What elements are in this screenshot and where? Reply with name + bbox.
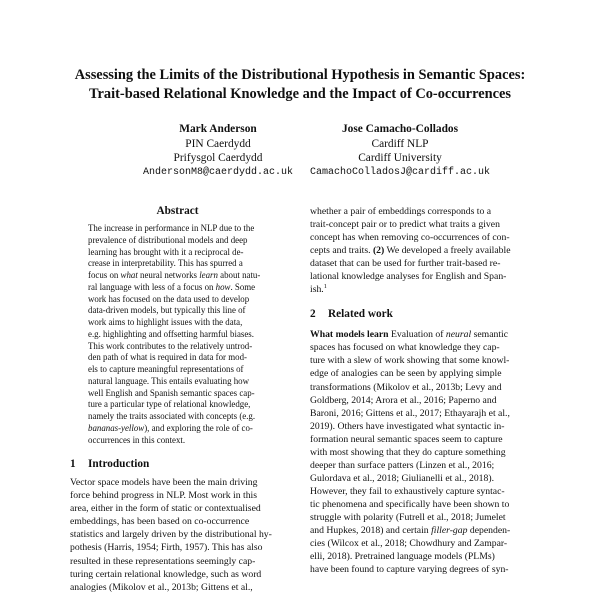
text-line: ish.$^1$ — [310, 283, 327, 296]
section-heading-related-work — [310, 308, 535, 320]
emphasis: bananas-yellow — [88, 422, 145, 433]
author-affiliation: PIN Caerdydd — [185, 137, 251, 150]
text-line: The increase in performance in NLP due to the — [88, 223, 255, 233]
author-email: AndersonM8@caerdydd.ac.uk — [142, 166, 294, 178]
text-line: cepts and traits. (2) We developed a freely available — [310, 245, 511, 257]
text-line: formation neural semantic spaces seem to capture — [310, 433, 503, 445]
text-line: embeddings, has been based on co-occurrence — [70, 516, 250, 528]
author-email: CamachoColladosJ@cardiff.ac.uk — [309, 166, 491, 178]
text-line: Baroni, 2016; Gittens et al., 2017; Ethayarajh et al., — [310, 407, 510, 419]
text-line: analogies (Mikolov et al., 2013b; Gittens et al., — [70, 581, 253, 593]
text-line: edge of analogies can be seen by applying simple — [310, 368, 502, 380]
text-line: elli, 2018). Pretrained language models (PLMs) — [310, 551, 495, 563]
text-line: e.g. highlighting and offsetting harmful biases. — [88, 328, 254, 339]
bold-text: (2) — [372, 245, 385, 257]
text-line: cies (Wilcox et al., 2018; Chowdhury and Zampar- — [310, 538, 508, 550]
text-line: occurrences in this context. — [88, 434, 186, 445]
abstract-heading: Abstract — [156, 205, 199, 217]
text-line: 2019). Others have investigated what syntactic in- — [310, 420, 505, 432]
text-line: ture a particular type of relational knowledge, — [88, 399, 251, 410]
author-block-camacho-collados — [280, 122, 520, 180]
text-line: els to capture meaningful representations of — [88, 364, 244, 374]
section-number: 2 — [310, 308, 316, 321]
section-number: 1 — [70, 458, 76, 471]
text-line: focus on what neural networks learn about natu- — [88, 270, 261, 280]
text-line: namely the traits associated with concepts (e.g. — [88, 411, 256, 421]
emphasis: learn — [199, 270, 218, 280]
text-line: force behind progress in NLP. Most work in this — [70, 490, 258, 502]
text-line: resulted in these representations seemingly cap- — [70, 555, 256, 567]
text-line: prevalence of distributional models and deep — [88, 234, 248, 245]
title-line-2: Trait-based Relational Knowledge and the Impact of Co-occurrences — [89, 86, 511, 102]
intro-continuation — [310, 205, 535, 296]
emphasis: filler-gap — [431, 525, 468, 537]
text-line: deeper than surface patters (Linzen et al., 2016; — [310, 459, 495, 471]
text-line: den path of what is required in data for mod- — [88, 352, 247, 363]
text-line: concept has when removing co-occurrences of con- — [310, 232, 510, 244]
text-line: and Hupkes, 2018) and certain filler-gap dependen- — [310, 525, 511, 537]
author-affiliation: Prifysgol Caerdydd — [173, 152, 263, 164]
text-line: transformations (Mikolov et al., 2013b; Levy and — [310, 381, 502, 393]
text-line: ture with a slew of work showing that some knowl- — [310, 355, 510, 367]
text-line: struggle with polarity (Futrell et al., 2018; Jumelet — [310, 511, 506, 523]
author-affiliation: Cardiff University — [358, 152, 442, 164]
author-affiliation: Cardiff NLP — [371, 137, 429, 150]
emphasis: what — [120, 270, 138, 280]
section-heading-introduction — [70, 458, 285, 470]
text-line: whether a pair of embeddings corresponds to a — [310, 206, 492, 217]
text-line: with most showing that they do capture something — [310, 446, 506, 458]
text-line: trait-concept pair or to predict what traits a given — [310, 219, 500, 231]
text-line: This work contributes to the relatively untrod- — [88, 340, 253, 351]
text-line: crease in interpretability. This has spurred a — [88, 258, 243, 269]
paper-title — [40, 66, 560, 104]
text-line: well English and Spanish semantic spaces cap- — [88, 387, 255, 398]
text-line: turing certain relational knowledge, such as word — [70, 568, 262, 580]
text-line: Vector space models have been the main driving — [70, 477, 258, 489]
bold-text: What models learn — [310, 329, 389, 341]
text-line: statistics and largely driven by the distributional hy- — [70, 529, 272, 541]
text-line: area, either in the form of static or contextualised — [70, 503, 261, 515]
text-line: pothesis (Harris, 1954; Firth, 1957). This has also — [70, 542, 263, 554]
emphasis: how — [215, 281, 231, 292]
text-line: lational knowledge analyses for English and Span- — [310, 271, 507, 283]
text-line: learning has brought with it a reciprocal de- — [88, 246, 244, 257]
left-column — [70, 205, 285, 594]
text-line: dataset that can be used for further trait-based re- — [310, 258, 501, 270]
section-title: Related work — [328, 308, 393, 321]
related-work-body — [310, 328, 535, 576]
text-line: work has focused on the data used to develop — [88, 293, 250, 304]
text-line: What models learn Evaluation of neural semantic — [310, 329, 509, 341]
text-line: bananas-yellow), and exploring the role of co- — [88, 422, 253, 433]
text-line: ral language with less of a focus on how. Some — [88, 281, 256, 292]
text-line: Goldberg, 2014; Arora et al., 2016; Paperno and — [310, 394, 497, 406]
text-line: have been found to capture varying degrees of syn- — [310, 564, 509, 576]
introduction-body — [70, 476, 285, 593]
author-name: Jose Camacho-Collados — [341, 123, 459, 135]
text-line: natural language. This entails evaluating how — [88, 375, 250, 386]
emphasis: neural — [445, 329, 472, 341]
text-line: However, they fail to exhaustively capture syntac- — [310, 485, 505, 497]
text-line: spaces has focused on what knowledge they cap- — [310, 342, 500, 354]
right-column — [310, 205, 535, 576]
section-title: Introduction — [88, 458, 150, 471]
title-line-1: Assessing the Limits of the Distributional Hypothesis in Semantic Spaces: — [74, 67, 526, 83]
text-line: tic phenomena and specifically have been shown to — [310, 498, 510, 510]
text-line: data-driven models, but typically this line of — [88, 305, 246, 316]
author-name: Mark Anderson — [179, 123, 257, 135]
text-line: work aims to highlight issues with the data, — [88, 317, 243, 327]
abstract-body — [88, 223, 268, 446]
text-line: Gulordava et al., 2018; Giulianelli et al., 2018). — [310, 472, 495, 484]
footnote-marker: 1 — [323, 283, 327, 291]
